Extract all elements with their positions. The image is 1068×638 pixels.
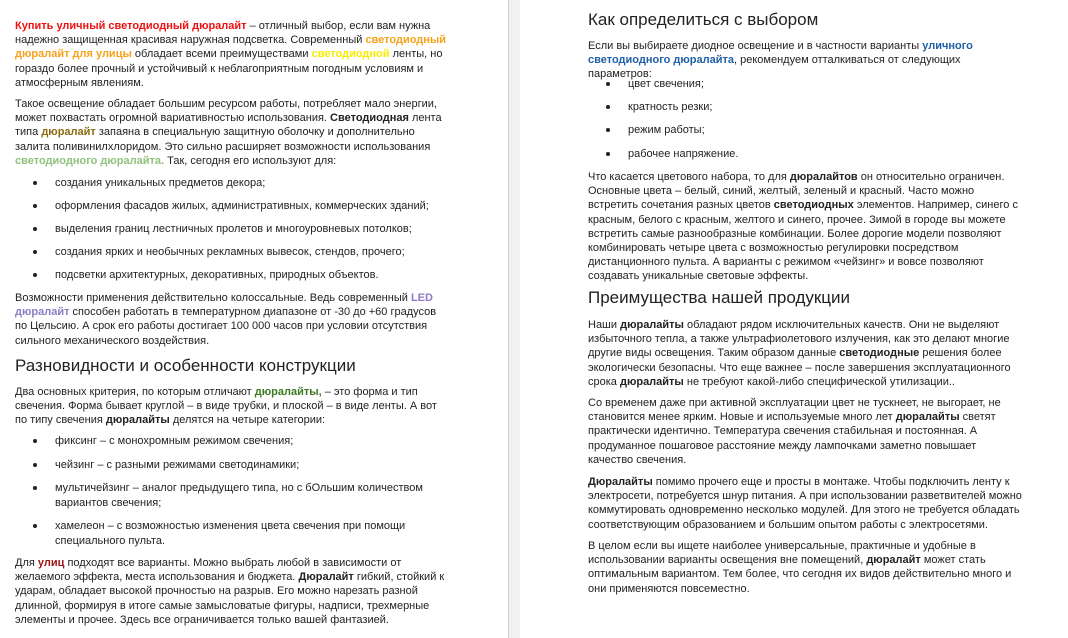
text-run: Для	[15, 557, 38, 569]
highlighted-text: дюралайты	[620, 319, 684, 331]
list-item: фиксинг – с монохромным режимом свечения;	[15, 434, 447, 448]
text-run: делятся на четыре категории:	[169, 414, 326, 427]
highlighted-text: светодиодной	[311, 48, 390, 61]
paragraph	[588, 170, 1023, 284]
text-run: Что касается цветового набора, то для	[588, 171, 790, 183]
highlighted-text: улиц	[37, 557, 65, 569]
text-run: Наши	[588, 319, 621, 331]
text-run: помимо прочего еще и просты в монтаже. Чтобы подключить ленту к электросети, потребуется шнур питания. А при использовании разветвителей можно коммутировать одновременно несколько модулей. Для этого не требуется обладать соответствующим образованием и большим опытом работы с электросетями.	[588, 476, 1022, 531]
section-heading: Как определиться с выбором	[588, 10, 819, 29]
paragraph	[15, 556, 447, 627]
list-item: создания уникальных предметов декора;	[15, 176, 447, 190]
highlighted-text: светодиодный дюралайт для улицы	[15, 34, 447, 61]
document-page-right	[520, 0, 1068, 638]
list-item: цвет свечения;	[588, 77, 1023, 91]
paragraph	[588, 318, 1023, 389]
text-run: обладает всеми преимуществами	[131, 48, 312, 61]
text-run: подходят все варианты. Можно выбрать любой в зависимости от желаемого эффекта, места использования и бюджета.	[15, 557, 402, 584]
text-run: может стать оптимальным вариантом. Тем более, что сегодня их видов действительно много и они применяются повсеместно.	[588, 554, 1012, 595]
text-run: элементов. Например, синего с красным, белого с красным, желтого и синего, прочее. Зимой в городе вы можете встретить самые разнообразные комбинации. Более дорогие модели позволяют комбинировать четыре цвета с возможностью регулировки посредством дистанционного пульта. А варианты с режимом «чейзинг» и вовсе позволяют создавать уникальные световые эффекты.	[588, 199, 1018, 283]
highlighted-text: дюралайты	[619, 375, 684, 388]
section-heading: Разновидности и особенности конструкции	[15, 356, 356, 375]
list-item: создания ярких и необычных рекламных вывесок, стендов, прочего;	[15, 245, 447, 259]
list-item: кратность резки;	[588, 100, 1023, 114]
bullet-list	[15, 434, 447, 557]
highlighted-text: дюралайты	[105, 414, 170, 427]
paragraph	[588, 475, 1023, 532]
list-item: мультичейзинг – аналог предыдущего типа, но с бОльшим количеством вариантов свечения;	[15, 481, 447, 509]
text-run: способен работать в температурном диапазоне от -30 до +60 градусов по Цельсию. А срок его работы достигает 100 000 часов при условии отсутствия сильного механического воздействия.	[15, 306, 437, 347]
paragraph	[588, 539, 1023, 596]
highlighted-text: Светодиодная	[330, 112, 409, 125]
text-run: Если вы выбираете диодное освещение и в частности варианты	[588, 40, 923, 52]
paragraph	[15, 291, 447, 348]
paragraph	[588, 396, 1023, 467]
text-run: Такое освещение обладает большим ресурсом работы, потребляет мало энергии, может похвастать огромной вариативностью использования.	[15, 98, 437, 125]
highlighted-text: дюралайт	[41, 126, 96, 139]
list-item: рабочее напряжение.	[588, 147, 1023, 161]
highlighted-text: светодиодного дюралайта.	[15, 154, 165, 167]
highlighted-text: светодиодные	[839, 347, 920, 360]
document-page-left	[0, 0, 508, 638]
highlighted-text: LED дюралайт	[15, 292, 433, 319]
text-run: обладают рядом исключительных качеств. Они не выделяют избыточного тепла, а также ультрафиолетового излучения, как это делают многие другие виды освещения. Таким образом данные	[588, 319, 1010, 360]
highlighted-text: дюралайты,	[254, 386, 322, 398]
section-heading: Преимущества нашей продукции	[588, 288, 851, 307]
text-run: решения более экологически безопасны. Что еще важнее – после завершения эксплуатационного срока	[588, 347, 1011, 388]
text-run: ленты, но гораздо более прочный и устойчивый к неблагоприятным погодным условиям и атмосферным явлениям.	[15, 48, 443, 89]
text-run: Два основных критерия, по которым отличают	[15, 386, 255, 398]
text-run: гибкий, стойкий к ударам, обладает высокой прочностью на разрыв. Его можно нарезать разной длинной, формируя в итоге самые замысловатые фигуры, надписи, трехмерные элементы и прочее. Здесь все ограничивается только вашей фантазией.	[15, 571, 445, 626]
highlighted-text: дюралайтов	[789, 171, 858, 183]
list-item: хамелеон – с возможностью изменения цвета свечения при помощи специального пульта.	[15, 519, 447, 547]
paragraph	[588, 39, 1023, 82]
highlighted-text: дюралайт	[866, 554, 921, 567]
paragraph	[15, 19, 447, 90]
paragraph	[15, 385, 447, 428]
highlighted-text: Дюралайт	[298, 571, 354, 584]
text-run: запаяна в специальную защитную оболочку и дополнительно залита поливинилхлоридом. Это сильно расширяет возможности использования	[15, 126, 431, 153]
text-run: светят практически идентично. Температура свечения стабильная и постоянная. А продуманное пошаговое расстояние между лампочками заметно повышает качество свечения.	[588, 411, 996, 466]
text-run: Возможности применения действительно колоссальные. Ведь современный	[15, 292, 411, 304]
list-item: оформления фасадов жилых, административных, коммерческих зданий;	[15, 199, 447, 213]
text-run: Так, сегодня его используют для:	[164, 154, 337, 167]
text-run: не требуют какой-либо специфической утилизации..	[683, 375, 955, 388]
highlighted-text: Дюралайты	[588, 476, 653, 488]
list-item: режим работы;	[588, 123, 1023, 137]
list-item: выделения границ лестничных пролетов и многоуровневых потолков;	[15, 222, 447, 236]
text-run: – отличный выбор, если вам нужна надежно защищенная красивая наружная подсветка. Современный	[15, 20, 431, 47]
text-run: он относительно ограничен. Основные цвета – белый, синий, желтый, зеленый и красный. Часто можно встретить сочетания разных цветов	[588, 171, 1005, 212]
highlighted-text: уличного светодиодного дюралайта	[588, 40, 973, 67]
text-run: лента типа	[15, 112, 442, 139]
bullet-list	[15, 176, 447, 291]
paragraph	[15, 97, 447, 168]
text-run: , рекомендуем отталкиваться от следующих параметров:	[588, 54, 961, 81]
text-run: Со временем даже при активной эксплуатации цвет не тускнеет, не выгорает, не становится менее ярким. Новые и используемые много лет	[588, 397, 1001, 424]
bullet-list	[588, 77, 1023, 170]
highlighted-text: светодиодных	[773, 199, 854, 212]
highlighted-text: дюралайты	[895, 411, 960, 424]
highlighted-text: Купить уличный светодиодный дюралайт	[15, 20, 247, 32]
list-item: чейзинг – с разными режимами светодинамики;	[15, 458, 447, 472]
text-run: – это форма и тип свечения. Форма бывает круглой – в виде трубки, и плоской – в виде ленты. А вот по типу свечения	[15, 386, 437, 427]
list-item: подсветки архитектурных, декоративных, природных объектов.	[15, 268, 447, 282]
text-run: В целом если вы ищете наиболее универсальные, практичные и удобные в использовании варианты освещения вне помещений,	[588, 540, 976, 567]
